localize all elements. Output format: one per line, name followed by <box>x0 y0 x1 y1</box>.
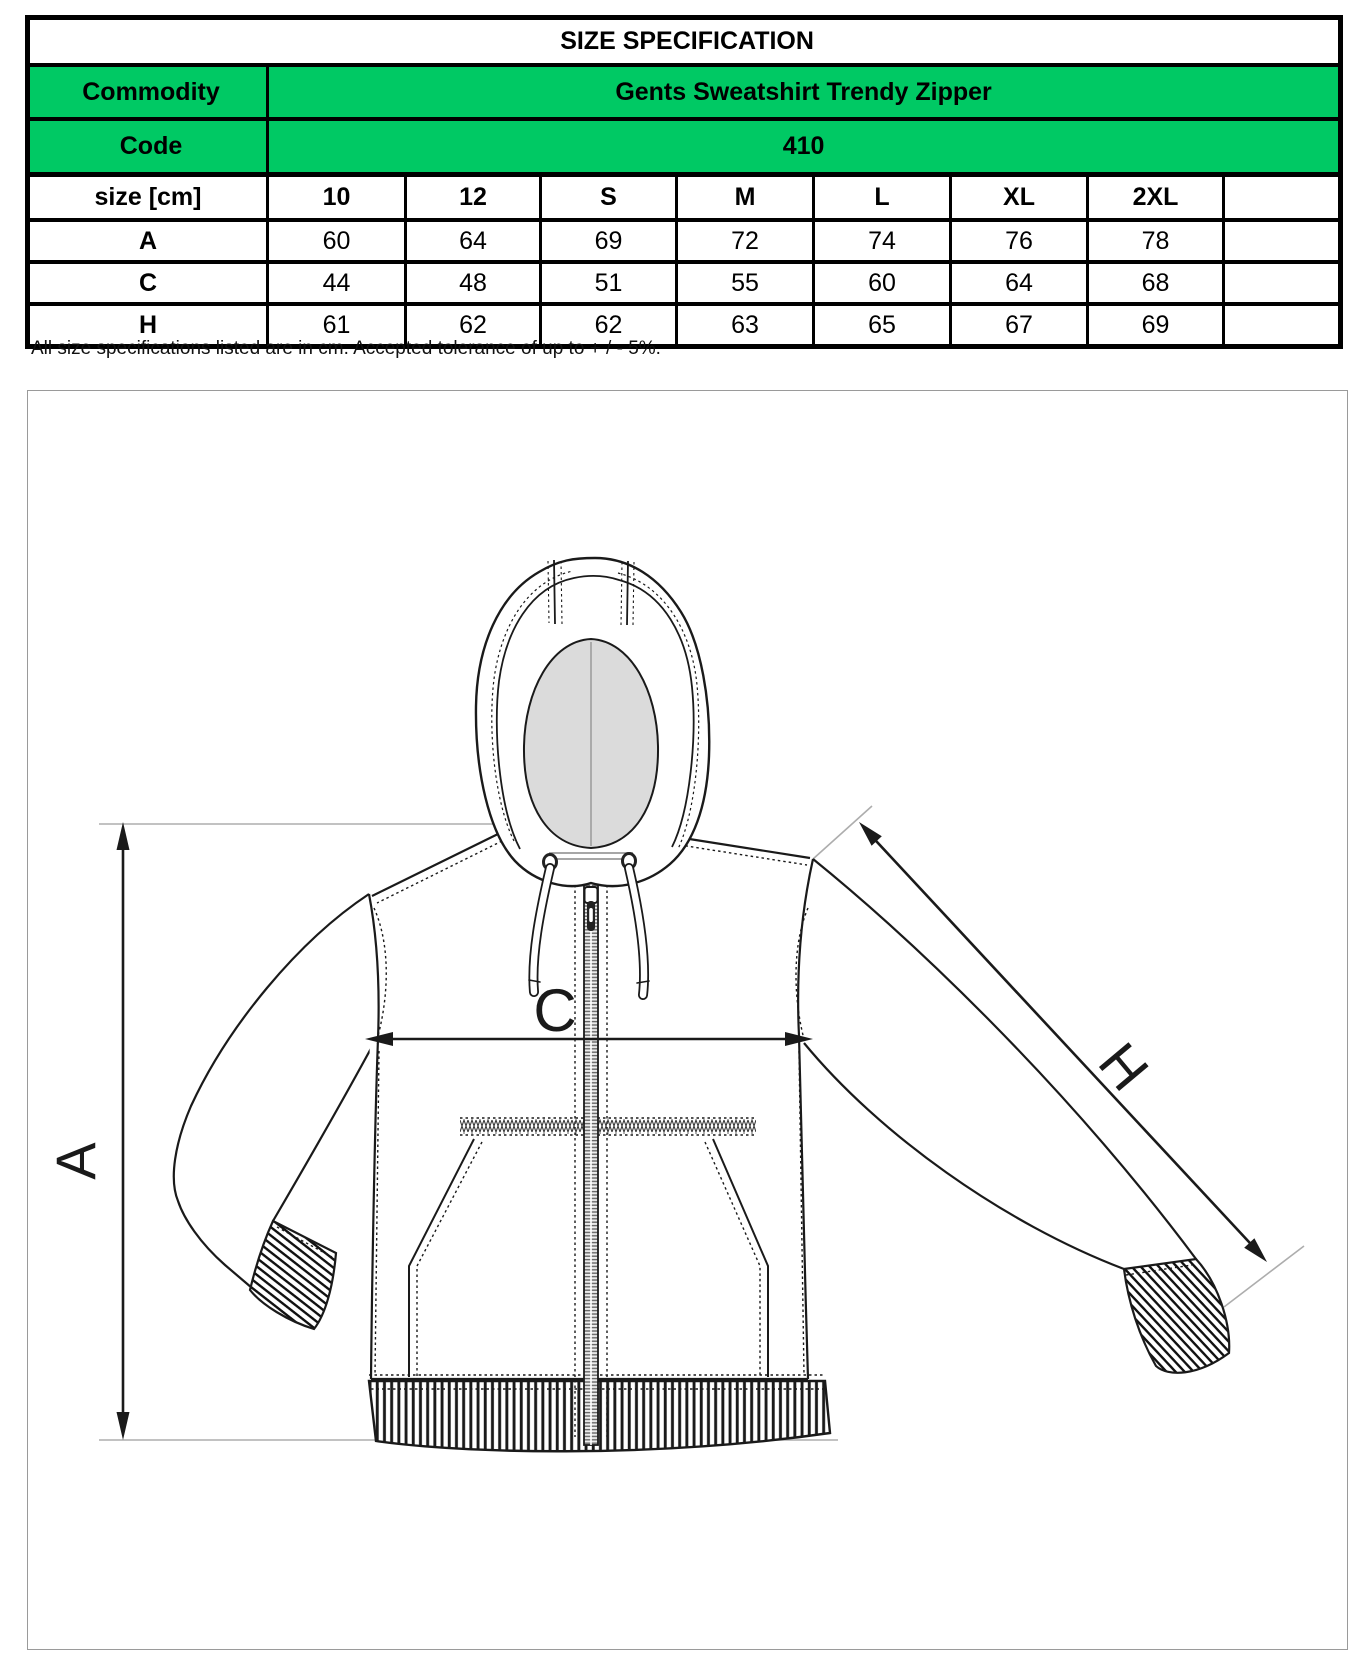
table-title: SIZE SPECIFICATION <box>28 18 1341 66</box>
dimension-h <box>859 822 1267 1262</box>
right-sleeve <box>804 859 1229 1373</box>
garment-diagram-box <box>27 390 1348 1650</box>
commodity-label: Commodity <box>28 65 268 119</box>
cell: 69 <box>541 220 677 262</box>
cell: 64 <box>951 262 1088 304</box>
hoodie-technical-drawing <box>28 391 1347 1649</box>
cell: 60 <box>814 262 951 304</box>
zipper <box>575 883 607 1445</box>
cell: 63 <box>677 304 814 347</box>
cell: 51 <box>541 262 677 304</box>
cell: 62 <box>406 304 541 347</box>
dimension-a <box>44 822 130 1440</box>
cell: 67 <box>951 304 1088 347</box>
code-value: 410 <box>268 119 1341 175</box>
cell: 76 <box>951 220 1088 262</box>
code-label: Code <box>28 119 268 175</box>
cell: 61 <box>268 304 406 347</box>
size-col-m: M <box>677 175 814 221</box>
cell: 44 <box>268 262 406 304</box>
cell: 72 <box>677 220 814 262</box>
left-sleeve <box>174 894 375 1329</box>
cell: 48 <box>406 262 541 304</box>
label-c: C <box>533 977 577 1044</box>
row-label-a: A <box>28 220 268 262</box>
row-label-c: C <box>28 262 268 304</box>
code-row <box>28 119 1341 175</box>
arrowhead-down <box>117 1412 130 1440</box>
table-title-row <box>28 18 1341 66</box>
cell: 78 <box>1088 220 1224 262</box>
cell: 64 <box>406 220 541 262</box>
size-col-s: S <box>541 175 677 221</box>
commodity-row <box>28 65 1341 119</box>
commodity-value: Gents Sweatshirt Trendy Zipper <box>268 65 1341 119</box>
cell <box>1224 220 1341 262</box>
size-header-row <box>28 175 1341 221</box>
cell: 74 <box>814 220 951 262</box>
label-h: H <box>1086 1030 1162 1103</box>
cell: 60 <box>268 220 406 262</box>
cell: 65 <box>814 304 951 347</box>
hood <box>476 558 709 886</box>
size-col-xl: XL <box>951 175 1088 221</box>
size-header-cell: size [cm] <box>28 175 268 221</box>
cell: 69 <box>1088 304 1224 347</box>
row-label-h: H <box>28 304 268 347</box>
cell: 62 <box>541 304 677 347</box>
size-col-l: L <box>814 175 951 221</box>
size-col-12: 12 <box>406 175 541 221</box>
cell <box>1224 304 1341 347</box>
size-col-2xl: 2XL <box>1088 175 1224 221</box>
label-a: A <box>44 1142 107 1180</box>
size-col-empty <box>1224 175 1341 221</box>
arrowhead-up <box>117 822 130 850</box>
table-row-a <box>28 220 1341 262</box>
tolerance-note: All size specifications listed are in cm. Accepted tolerance of up to + / - 5%. <box>31 338 661 359</box>
hem-ribbing <box>369 1375 830 1451</box>
size-spec-table <box>25 15 1343 349</box>
cell: 68 <box>1088 262 1224 304</box>
table-row-c <box>28 262 1341 304</box>
size-col-10: 10 <box>268 175 406 221</box>
cell <box>1224 262 1341 304</box>
cell: 55 <box>677 262 814 304</box>
